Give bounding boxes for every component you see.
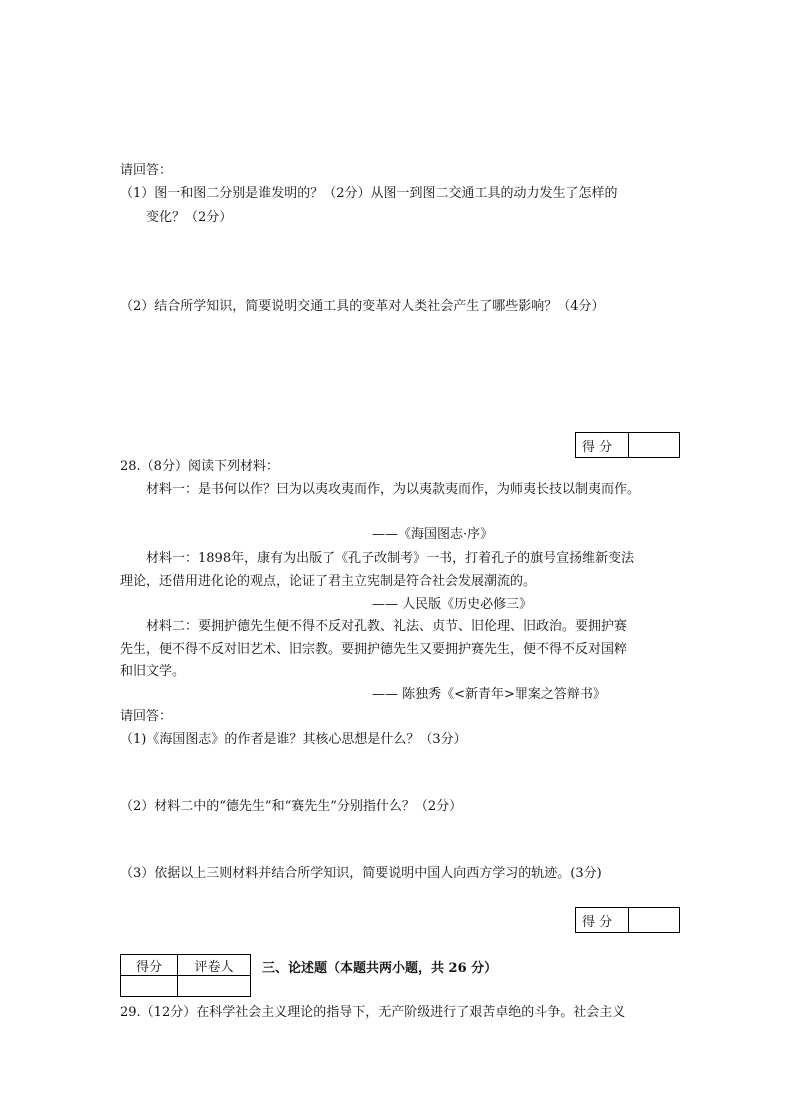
score-box-2 <box>575 907 680 933</box>
section3-title: 三、论述题（本题共两小题，共 26 分） <box>262 961 498 976</box>
q28-material3-line3: 和旧文学。 <box>120 664 186 679</box>
q28-material2-line1: 材料一：1898年，康有为出版了《孔子改制考》一书，打着孔子的旗号宣扬维新变法 <box>146 551 635 566</box>
q28-material3-source: —— 陈独秀《<新青年>罪案之答辩书》 <box>372 687 606 702</box>
score-blank[interactable] <box>629 908 680 933</box>
grader-table <box>120 954 251 997</box>
q27-prompt: 请回答： <box>120 163 173 178</box>
score-blank[interactable] <box>629 433 680 458</box>
grader-name-cell[interactable] <box>178 976 251 997</box>
grader-score-header: 得分 <box>121 955 178 976</box>
q28-material2-line2: 理论，还借用进化论的观点，论证了君主立宪制是符合社会发展潮流的。 <box>120 574 537 589</box>
q28-sub2: （2）材料二中的“德先生”和“赛先生”分别指什么？（2分） <box>120 799 463 814</box>
q28-material3-line2: 先生，便不得不反对旧艺术、旧宗教。要拥护德先生又要拥护赛先生，便不得不反对国粹 <box>120 642 628 657</box>
q28-sub1: （1)《海国图志》的作者是谁？其核心思想是什么？（3分） <box>120 732 467 747</box>
grader-name-header: 评卷人 <box>178 955 251 976</box>
score-label: 得 分 <box>576 433 629 458</box>
q27-sub1-line2: 变化？（2分） <box>146 210 233 225</box>
q28-sub3: （3）依据以上三则材料并结合所学知识，简要说明中国人向西方学习的轨迹。(3分) <box>120 866 602 881</box>
score-label: 得 分 <box>576 908 629 933</box>
score-box-1 <box>575 432 680 458</box>
q29-line1: 29.（12分）在科学社会主义理论的指导下，无产阶级进行了艰苦卓绝的斗争。社会主义 <box>120 1005 626 1020</box>
q28-material1: 材料一：是书何以作？曰为以夷攻夷而作，为以夷款夷而作，为师夷长技以制夷而作。 <box>146 482 641 497</box>
q28-prompt: 请回答： <box>120 709 173 724</box>
q28-header: 28.（8分）阅读下列材料： <box>120 459 279 474</box>
q28-material1-source: ——《海国图志·序》 <box>372 527 494 542</box>
q28-material2-source: —— 人民版《历史必修三》 <box>372 597 533 612</box>
q27-sub2: （2）结合所学知识，简要说明交通工具的变革对人类社会产生了哪些影响？（4分） <box>120 299 605 314</box>
q28-material3-line1: 材料二：要拥护德先生便不得不反对孔教、礼法、贞节、旧伦理、旧政治。要拥护赛 <box>146 619 628 634</box>
grader-score-cell[interactable] <box>121 976 178 997</box>
q27-sub1-line1: （1）图一和图二分别是谁发明的？（2分）从图一到图二交通工具的动力发生了怎样的 <box>120 186 618 201</box>
